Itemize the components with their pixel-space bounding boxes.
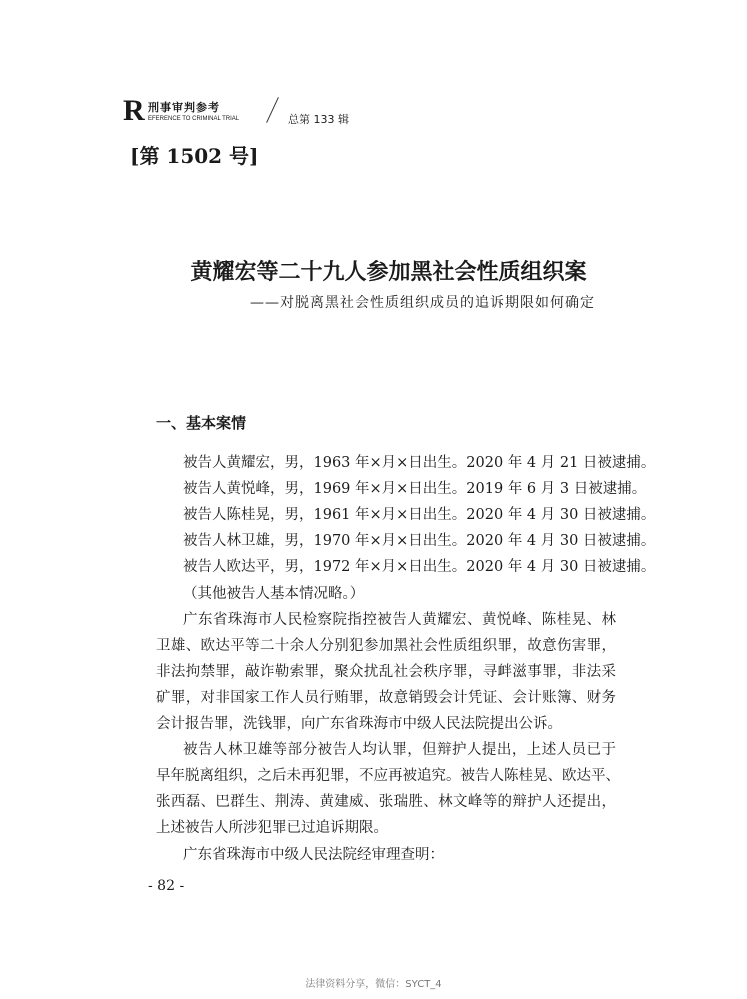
- text-line: 被告人林卫雄，男，1970 年×月×日出生。2020 年 4 月 30 日被逮捕。: [183, 533, 656, 550]
- text-line: 被告人林卫雄等部分被告人均认罪，但辩护人提出，上述人员已于: [183, 742, 616, 759]
- text-line: 被告人陈桂晃，男，1961 年×月×日出生。2020 年 4 月 30 日被逮捕。: [183, 507, 656, 524]
- journal-name-cn: 刑事审判参考: [148, 101, 220, 114]
- footer-watermark: 法律资料分享，微信：SYCT_4: [305, 979, 442, 990]
- case-number: [第 1502 号]: [130, 144, 259, 168]
- text-line: 矿罪，对非国家工作人员行贿罪，故意销毁会计凭证、会计账簿、财务: [156, 689, 616, 706]
- text-line: 会计报告罪，洗钱罪，向广东省珠海市中级人民法院提出公诉。: [156, 716, 562, 732]
- text-line: 广东省珠海市中级人民法院经审理查明：: [183, 846, 444, 863]
- text-line: 非法拘禁罪，敲诈勒索罪，聚众扰乱社会秩序罪，寻衅滋事罪，非法采: [156, 663, 616, 680]
- issue-number: 总第 133 辑: [288, 113, 349, 126]
- text-line: 上述被告人所涉犯罪已过追诉期限。: [156, 820, 388, 837]
- article-subtitle: ——对脱离黑社会性质组织成员的追诉期限如何确定: [250, 295, 595, 311]
- text-line: 早年脱离组织，之后未再犯罪，不应再被追究。被告人陈桂晃、欧达平、: [156, 768, 620, 785]
- journal-name-en: EFERENCE TO CRIMINAL TRIAL: [148, 116, 240, 122]
- text-line: 被告人黄耀宏，男，1963 年×月×日出生。2020 年 4 月 21 日被逮捕。: [183, 455, 656, 471]
- article-title: 黄耀宏等二十九人参加黑社会性质组织案: [190, 259, 587, 285]
- text-line: 张西磊、巴群生、荆涛、黄建威、张瑞胜、林文峰等的辩护人还提出，: [156, 794, 616, 811]
- journal-logo-letter: R: [123, 94, 145, 127]
- text-line: 被告人黄悦峰，男，1969 年×月×日出生。2019 年 6 月 3 日被逮捕。: [183, 481, 647, 498]
- header-divider: [266, 97, 279, 123]
- text-line: 广东省珠海市人民检察院指控被告人黄耀宏、黄悦峰、陈桂晃、林: [183, 611, 616, 628]
- text-line: （其他被告人基本情况略。）: [183, 585, 365, 602]
- text-line: 被告人欧达平，男，1972 年×月×日出生。2020 年 4 月 30 日被逮捕。: [183, 559, 656, 576]
- text-line: 卫雄、欧达平等二十余人分别犯参加黑社会性质组织罪，故意伤害罪，: [156, 637, 616, 654]
- section-heading: 一、基本案情: [156, 414, 247, 432]
- page-number: - 82 -: [148, 878, 185, 894]
